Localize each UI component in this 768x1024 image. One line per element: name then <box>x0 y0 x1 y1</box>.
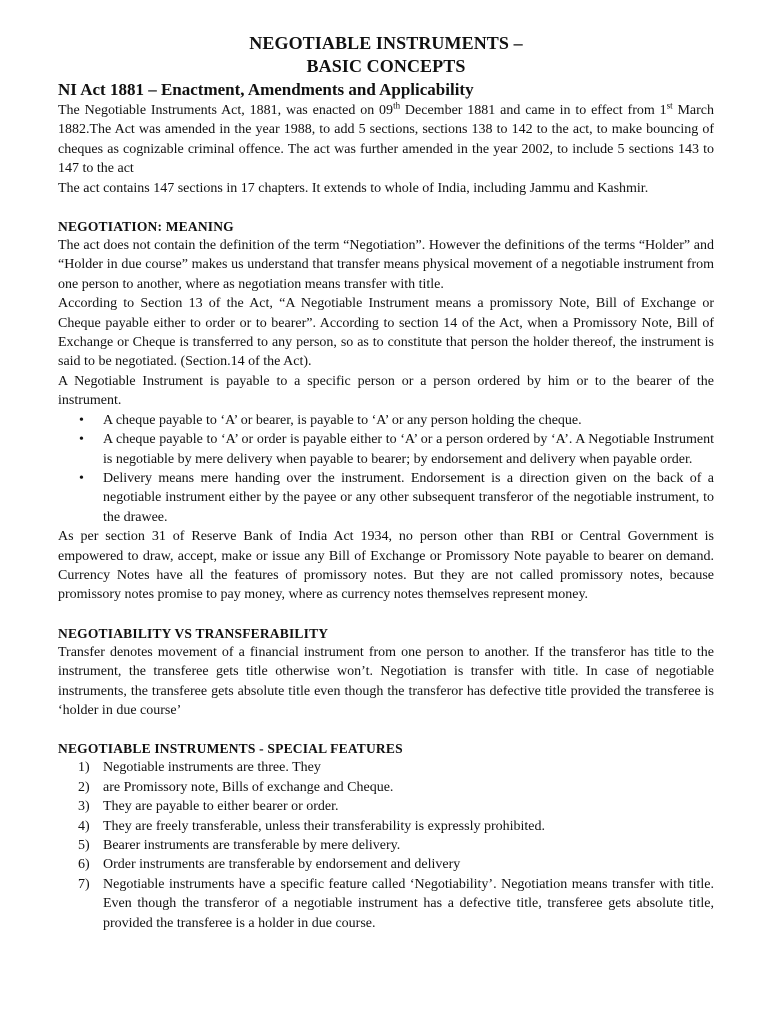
feature-item <box>78 855 714 874</box>
section-heading-negotiation: NEGOTIATION: MEANING <box>58 219 234 235</box>
negotiation-paragraph-1: The act does not contain the definition of the term “Negotiation”. However the definitions of the terms “Holder” and “Holder in due course” makes us understand that transfer means physical movement of a negotiable instrument from one person to another, where as negotiation means transfer with title. <box>58 238 714 292</box>
document-title <box>58 32 714 78</box>
ni-act-paragraph-2: The act contains 147 sections in 17 chapters. It extends to whole of India, including Jammu and Kashmir. <box>58 180 649 196</box>
feature-text: Bearer instruments are transferable by mere delivery. <box>103 838 401 853</box>
bullet-item: • A cheque payable to ‘A’ or order is payable either to ‘A’ or a person ordered by ‘A’. A Negotiable Instrument is negotiable by mere delivery when payable to bearer; by endorsement and delivery when payable order. <box>103 430 714 469</box>
feature-item <box>78 778 714 797</box>
superscript: st <box>666 100 673 111</box>
section-heading-ni-act: NI Act 1881 – Enactment, Amendments and Applicability <box>58 80 474 99</box>
negotiation-paragraph-2: According to Section 13 of the Act, “A Negotiable Instrument means a promissory Note, Bill of Exchange or Cheque payable either to order or to bearer”. According to section 14 of the Act, when a Promissory Note, Bill of Exchange or Cheque is transferred to any person, so as to constitute that person the holder thereof, the instrument is said to be negotiated. (Section.14 of the Act). <box>58 296 714 370</box>
feature-text: They are freely transferable, unless their transferability is expressly prohibited. <box>103 818 546 834</box>
list-number: 3) <box>78 799 90 815</box>
negotiation-paragraph-4: As per section 31 of Reserve Bank of India Act 1934, no person other than RBI or Central Government is empowered to draw, accept, make or issue any Bill of Exchange or Promissory Note payable to bearer on demand. Currency Notes have all the features of promissory notes. But they are not called promissory notes, because promissory notes promise to pay money, where as currency notes themselves represent money. <box>58 529 714 603</box>
text-run: March 1882.The Act was amended in the year 1988, to add 5 sections, sections 138 to 142 to the act, to make bouncing of cheques as cognizable criminal offence. The act was further amended in the year 2002, to include 5 sections 143 to 147 to the act <box>58 103 714 177</box>
negotiation-bullet-list <box>58 411 714 527</box>
special-features-list <box>58 758 714 933</box>
feature-item <box>78 758 714 777</box>
section-heading-negotiability: NEGOTIABILITY VS TRANSFERABILITY <box>58 625 329 641</box>
list-number: 1) <box>78 760 90 776</box>
feature-item <box>78 817 714 836</box>
feature-text: Negotiable instruments have a specific feature called ‘Negotiability’. Negotiation means transfer with title. Even though the transferor of a negotiable instrument has a defective title, transferee gets absolute title, provided the transferee is a holder in due course. <box>103 876 714 931</box>
negotiability-paragraph: Transfer denotes movement of a financial instrument from one person to another. If the transferor has title to the instrument, the transferee gets title otherwise won’t. Negotiation is transfer with title. In case of negotiable instruments, the transferee gets absolute title even though the transferor has defective title provided the transferee is ‘holder in due course’ <box>58 644 714 718</box>
text-run: December 1881 and came in to effect from 1 <box>400 103 667 118</box>
feature-item <box>78 875 714 933</box>
bullet-item: • A cheque payable to ‘A’ or bearer, is payable to ‘A’ or any person holding the cheque. <box>103 411 714 430</box>
negotiation-paragraph-3: A Negotiable Instrument is payable to a specific person or a person ordered by him or to the bearer of the instrument. <box>58 373 714 409</box>
title-line-2: BASIC CONCEPTS <box>306 56 466 76</box>
superscript: th <box>393 100 401 111</box>
title-line-1: NEGOTIABLE INSTRUMENTS – <box>249 33 523 53</box>
section-heading-special-features: NEGOTIABLE INSTRUMENTS - SPECIAL FEATURES <box>58 741 403 757</box>
ni-act-paragraph-1 <box>58 101 714 179</box>
feature-item <box>78 836 714 855</box>
feature-item <box>78 797 714 816</box>
bullet-item: • Delivery means mere handing over the instrument. Endorsement is a direction given on the back of a negotiable instrument either by the payee or any other subsequent transferor of the negotiable instrument, to the drawee. <box>103 469 714 527</box>
list-number: 6) <box>78 857 90 873</box>
list-number: 2) <box>78 779 90 795</box>
feature-text: are Promissory note, Bills of exchange and Cheque. <box>103 779 394 795</box>
text-run: The Negotiable Instruments Act, 1881, was enacted on 09 <box>58 103 394 118</box>
feature-text: Order instruments are transferable by endorsement and delivery <box>103 857 461 873</box>
feature-text: They are payable to either bearer or order. <box>103 799 339 815</box>
list-number: 4) <box>78 818 90 834</box>
feature-text: Negotiable instruments are three. They <box>103 760 321 776</box>
list-number: 5) <box>78 838 90 853</box>
list-number: 7) <box>78 876 90 892</box>
